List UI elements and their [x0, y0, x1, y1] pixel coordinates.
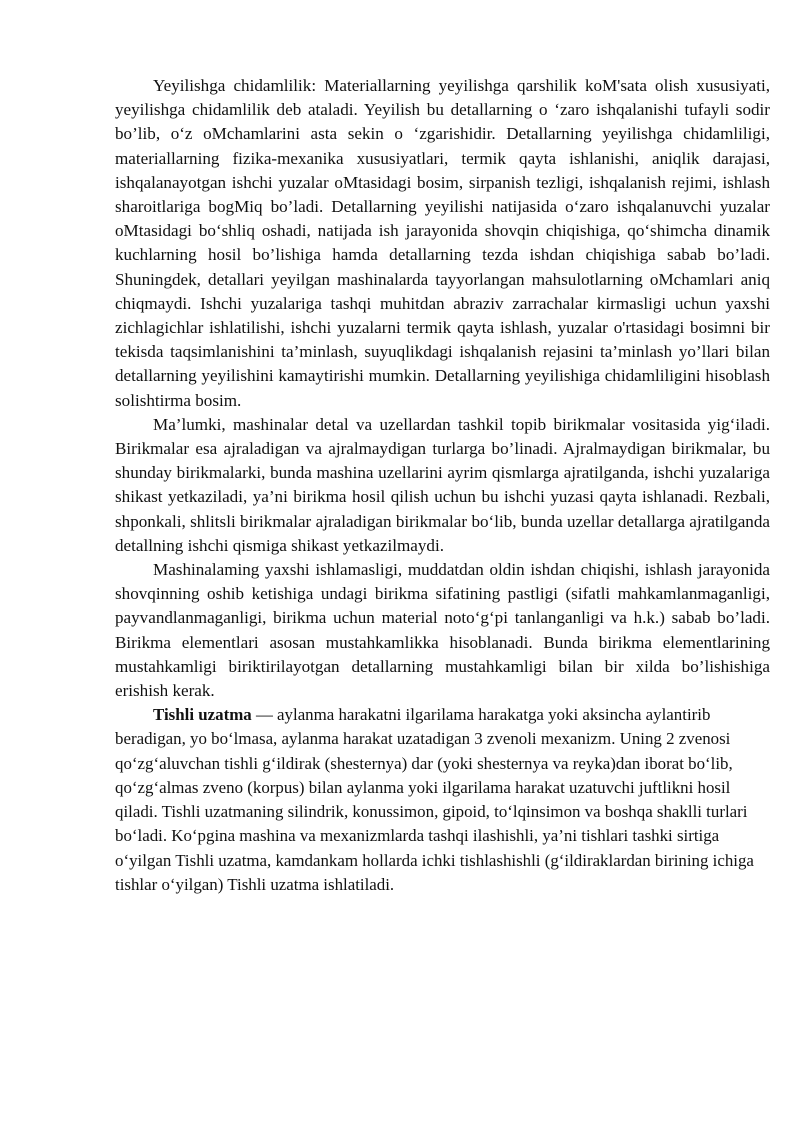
- paragraph-joints: Ma’lumki, mashinalar detal va uzellardan tashkil topib birikmalar vositasida yig‘iladi. Birikmalar esa ajraladigan va ajralmaydigan turlarga bo’linadi. Ajralmaydigan birikmalar, bu shunday birikmalarki, bunda mashina uzellarini ayrim qismlarga ajratilganda, ishchi yuzalariga shikast yetkaziladi, ya’ni birikma hosil qilish uchun bu ishchi yuzasi qayta ishlanadi. Rezbali, shponkali, shlitsli birikmalar ajraladigan birikmalar bo‘lib, bunda uzellar detallarga ajratilganda detallning ishchi qismiga shikast yetkazilmaydi.: [115, 414, 770, 555]
- document-body: [115, 74, 770, 897]
- gear-transmission-definition: — aylanma harakatni ilgarilama harakatga yoki aksincha aylantirib beradigan, yo bo‘lmasa, aylanma harakat uzatadigan 3 zvenoli mexanizm. Uning 2 zvenosi qo‘zg‘aluvchan tishli g‘ildirak (shesternya) dar (yoki shesternya va reyka)dan iborat bo‘lib, qo‘zg‘almas zveno (korpus) bilan aylanma yoki ilgarilama harakat uzatuvchi juftlikni hosil qiladi. Tishli uzatmaning silindrik, konussimon, gipoid, to‘lqinsimon va boshqa shaklli turlari bo‘ladi. Ko‘pgina mashina va mexanizmlarda tashqi ilashishli, ya’ni tishlari tashki sirtiga o‘yilgan Tishli uzatma, kamdankam hollarda ichki tishlashishli (g‘ildiraklardan birining ichiga tishlar o‘yilgan) Tishli uzatma ishlatiladi.: [115, 705, 754, 894]
- paragraph-gear-transmission: [115, 703, 770, 897]
- paragraph-joint-quality: Mashinalaming yaxshi ishlamasligi, muddatdan oldin ishdan chiqishi, ishlash jarayonida shovqinning oshib ketishiga undagi birikma sifatining pastligi (sifatli mahkamlanmaganligi, payvandlanmaganligi, birikma uchun material noto‘g‘pi tanlanganligi va h.k.) sabab bo’ladi. Birikma elementlari asosan mustahkamlikka hisoblanadi. Bunda birikma elementlarining mustahkamligi biriktirilayotgan detallarning mustahkamligi bilan bir xilda bo’lishishiga erishish kerak.: [115, 560, 770, 701]
- paragraph-wear-resistance: Yeyilishga chidamlilik: Materiallarning yeyilishga qarshilik koM'sata olish xususiyati, yeyilishga chidamlilik deb ataladi. Yeyilish bu detallarning o ‘zaro ishqalanishi tufayli sodir bo’lib, o‘z oMchamlarini asta sekin o ‘zgarishidir. Detallarning yeyilishga chidamliligi, materiallarning fizika-mexanika xususiyatlari, termik qayta ishlanishi, aniqlik darajasi, ishqalanayotgan ishchi yuzalar oMtasidagi bosim, sirpanish tezligi, ishqalanish rejimi, ishlash sharoitlariga bogMiq bo’ladi. Detallarning yeyilishi natijasida o‘zaro ishqalanuvchi yuzalar oMtasidagi bo‘shliq oshadi, natijada ish jarayonida shovqin chiqishiga, qo‘shimcha dinamik kuchlarning hosil bo’lishiga hamda detallarning tezda ishdan chiqishiga sabab bo’ladi. Shuningdek, detallari yeyilgan mashinalarda tayyorlangan mahsulotlarning oMchamlari aniq chiqmaydi. Ishchi yuzalariga tashqi muhitdan abraziv zarrachalar kirmasligi uchun yaxshi zichlagichlar ishlatilishi, ishchi yuzalarni termik qayta ishlash, yuzalar o'rtasidagi bosimni bir tekisda taqsimlanishini ta’minlash, suyuqlikdagi ishqalanish rejasini ta’minlash yo’llari bilan detallarning yeyilishini kamaytirishi mumkin. Detallarning yeyilishiga chidamliligini hisoblash solishtirma bosim.: [115, 76, 770, 410]
- term-gear-transmission: Tishli uzatma: [153, 705, 252, 725]
